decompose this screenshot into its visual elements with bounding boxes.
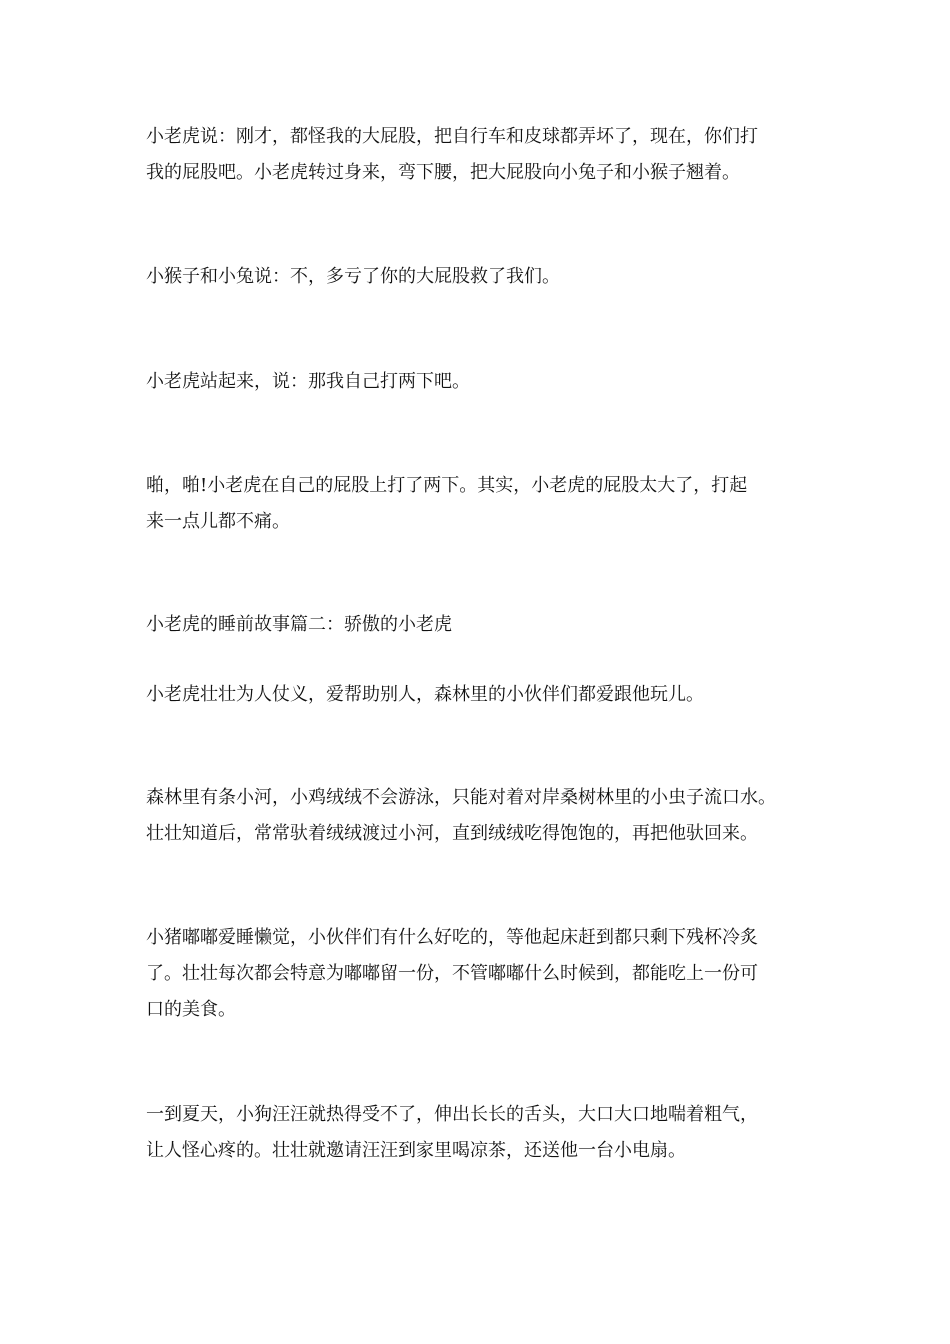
text-line: 小老虎壮壮为人仗义，爱帮助别人，森林里的小伙伴们都爱跟他玩儿。 bbox=[146, 684, 704, 705]
paragraph-7 bbox=[146, 780, 836, 852]
text-line: 小猴子和小兔说：不，多亏了你的大屁股救了我们。 bbox=[146, 266, 560, 287]
paragraph-8 bbox=[146, 920, 836, 1028]
text-line: 我的屁股吧。小老虎转过身来，弯下腰，把大屁股向小兔子和小猴子翘着。 bbox=[146, 162, 740, 183]
text-line: 了。壮壮每次都会特意为嘟嘟留一份，不管嘟嘟什么时候到，都能吃上一份可 bbox=[146, 963, 758, 984]
paragraph-1 bbox=[146, 119, 836, 191]
text-line: 小老虎站起来，说：那我自己打两下吧。 bbox=[146, 371, 470, 392]
text-line: 一到夏天，小狗汪汪就热得受不了，伸出长长的舌头，大口大口地喘着粗气， bbox=[146, 1104, 758, 1125]
paragraph-6 bbox=[146, 677, 836, 713]
paragraph-3 bbox=[146, 364, 836, 400]
paragraph-9 bbox=[146, 1097, 836, 1169]
text-line: 森林里有条小河，小鸡绒绒不会游泳，只能对着对岸桑树林里的小虫子流口水。 bbox=[146, 787, 776, 808]
section-heading: 小老虎的睡前故事篇二：骄傲的小老虎 bbox=[146, 614, 452, 635]
paragraph-4 bbox=[146, 468, 836, 540]
text-line: 让人怪心疼的。壮壮就邀请汪汪到家里喝凉茶，还送他一台小电扇。 bbox=[146, 1140, 686, 1161]
text-line: 小老虎说：刚才，都怪我的大屁股，把自行车和皮球都弄坏了，现在，你们打 bbox=[146, 126, 758, 147]
text-line: 壮壮知道后，常常驮着绒绒渡过小河，直到绒绒吃得饱饱的，再把他驮回来。 bbox=[146, 823, 758, 844]
paragraph-2 bbox=[146, 259, 836, 295]
paragraph-5-heading bbox=[146, 607, 836, 643]
text-line: 口的美食。 bbox=[146, 999, 236, 1020]
text-line: 啪，啪!小老虎在自己的屁股上打了两下。其实，小老虎的屁股太大了，打起 bbox=[146, 475, 748, 496]
text-line: 小猪嘟嘟爱睡懒觉，小伙伴们有什么好吃的，等他起床赶到都只剩下残杯冷炙 bbox=[146, 927, 758, 948]
text-line: 来一点儿都不痛。 bbox=[146, 511, 290, 532]
